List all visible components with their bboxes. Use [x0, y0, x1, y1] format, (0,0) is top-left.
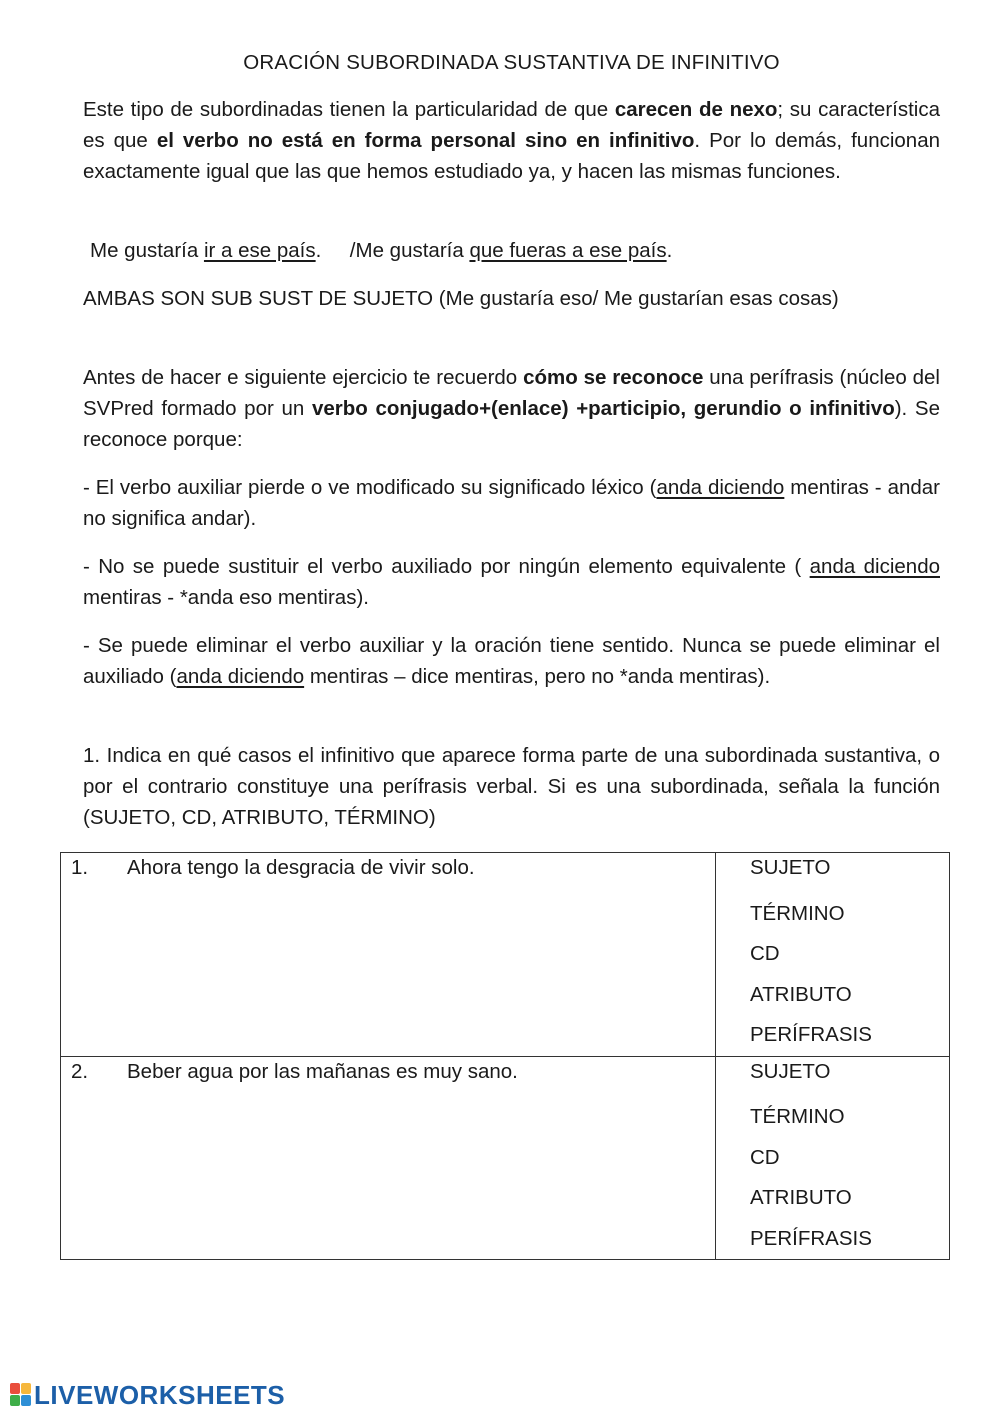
intro-paragraph [83, 94, 940, 187]
before-text: una perífrasis (núcleo del SVPred formado por un [83, 366, 940, 420]
rule-text: mentiras - andar no significa andar). [83, 476, 940, 530]
both-paragraph: AMBAS SON SUB SUST DE SUJETO (Me gustaría eso/ Me gustarían esas cosas) [83, 287, 839, 310]
question-number: 2. [71, 1059, 89, 1083]
option-sujeto[interactable]: SUJETO [750, 1059, 831, 1083]
example-paragraph [83, 235, 940, 266]
option-termino[interactable]: TÉRMINO [750, 1105, 845, 1128]
option-perifrasis[interactable]: PERÍFRASIS [750, 1023, 872, 1046]
logo-square [10, 1383, 20, 1394]
options-cell [716, 853, 950, 1057]
rule-underlined: anda diciendo [809, 555, 940, 578]
example-underlined: ir a ese país [203, 239, 316, 262]
question-number: 1. [71, 856, 89, 879]
before-bold: cómo se reconoce [523, 366, 704, 389]
logo-square [10, 1395, 20, 1406]
rule-3 [83, 630, 940, 692]
table-row [61, 853, 950, 1057]
intro-text: . Por lo demás, funcionan exactamente igual que las que hemos estudiado ya, y hacen las mismas funciones. [83, 129, 941, 183]
rule-1 [83, 472, 940, 534]
intro-text: ; su característica es que [83, 98, 940, 152]
page-title: ORACIÓN SUBORDINADA SUSTANTIVA DE INFINITIVO [243, 51, 780, 74]
before-text: Antes de hacer e siguiente ejercicio te recuerdo [83, 366, 524, 389]
question-cell [61, 853, 716, 1057]
option-termino[interactable]: TÉRMINO [750, 901, 845, 925]
question-sentence: Beber agua por las mañanas es muy sano. [127, 1059, 518, 1083]
intro-text: Este tipo de subordinadas tienen la particularidad de que [83, 98, 615, 121]
before-paragraph [83, 362, 940, 455]
example-underlined: que fueras a ese país [469, 239, 667, 262]
rule-underlined: anda diciendo [656, 476, 785, 499]
rule-2 [83, 551, 940, 613]
rule-text: - Se puede eliminar el verbo auxiliar y la oración tiene sentido. Nunca se puede eliminar el auxiliado ( [83, 634, 940, 688]
instruction-paragraph: 1. Indica en qué casos el infinitivo que aparece forma parte de una subordinada sustantiva, o por el contrario constituye una perífrasis verbal. Si es una subordinada, señala la función (SUJETO, CD, ATRIBUTO, TÉRMINO) [83, 744, 940, 829]
example-text: Me gustaría [90, 239, 204, 262]
table-row [61, 1056, 950, 1260]
exercise-table [60, 852, 950, 1260]
before-text: ). Se reconoce porque: [83, 397, 940, 451]
rule-text: mentiras - *anda eso mentiras). [83, 586, 369, 609]
example-text: . [666, 239, 673, 262]
question-cell [61, 1056, 716, 1260]
option-sujeto[interactable]: SUJETO [750, 856, 831, 879]
option-cd[interactable]: CD [750, 1145, 780, 1169]
rule-text: - El verbo auxiliar pierde o ve modificado su significado léxico ( [83, 476, 657, 499]
logo-text: LIVEWORKSHEETS [34, 1379, 286, 1410]
rule-text: mentiras – dice mentiras, pero no *anda mentiras). [304, 665, 771, 688]
intro-bold: el verbo no está en forma personal sino en infinitivo [156, 129, 695, 152]
intro-bold: carecen de nexo [614, 98, 778, 121]
option-atributo[interactable]: ATRIBUTO [750, 1186, 852, 1209]
rule-underlined: anda diciendo [176, 665, 305, 688]
liveworksheets-logo [10, 1380, 285, 1410]
question-sentence: Ahora tengo la desgracia de vivir solo. [127, 856, 475, 879]
rule-text: - No se puede sustituir el verbo auxiliado por ningún elemento equivalente ( [83, 555, 810, 578]
option-atributo[interactable]: ATRIBUTO [750, 982, 852, 1006]
option-perifrasis[interactable]: PERÍFRASIS [750, 1226, 872, 1250]
before-bold: verbo conjugado+(enlace) +participio, gerundio o infinitivo [311, 397, 895, 420]
options-cell [716, 1056, 950, 1260]
example-text: . /Me gustaría [315, 239, 470, 262]
logo-mark-icon [10, 1383, 32, 1407]
logo-square [21, 1395, 31, 1406]
logo-square [21, 1383, 31, 1394]
option-cd[interactable]: CD [750, 942, 780, 965]
